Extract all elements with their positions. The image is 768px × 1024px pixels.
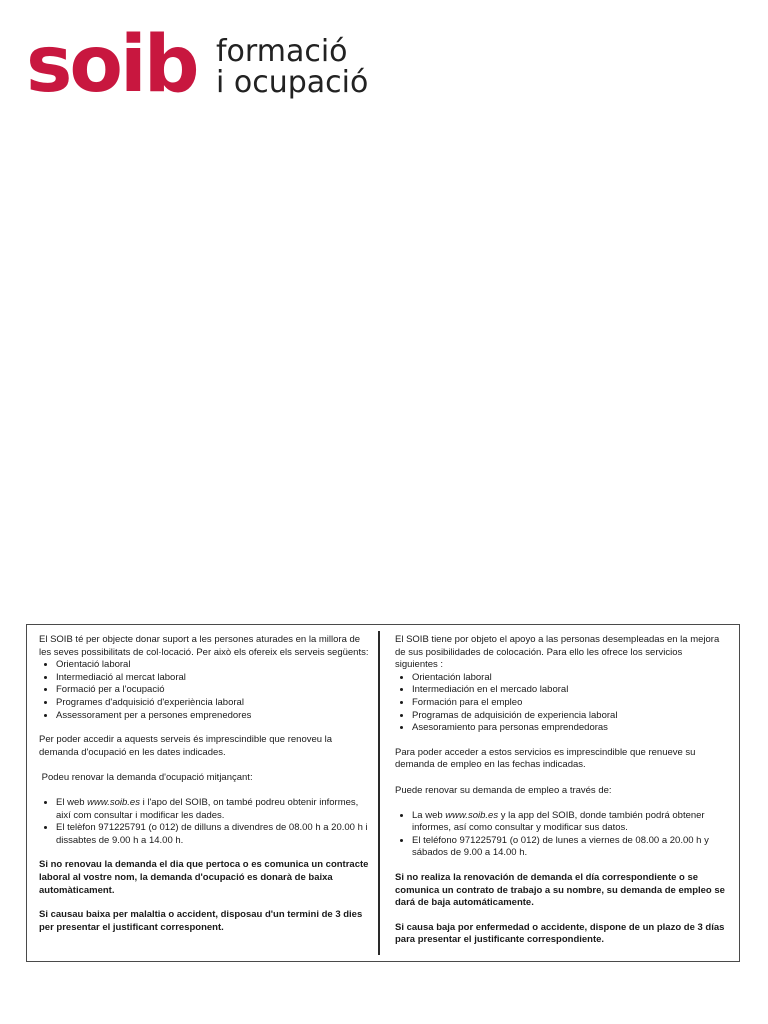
- spanish-warning: Si no realiza la renovación de demanda el día correspondiente o se comunica un contrato de trabajo a su nombre, su demanda de empleo se dará de baja automáticamente.: [395, 871, 725, 909]
- catalan-renew-intro: Podeu renovar la demanda d'ocupació mitjançant:: [41, 772, 253, 784]
- logo-tagline-line2: i ocupació: [216, 65, 369, 100]
- spanish-services-list: [395, 672, 725, 735]
- list-item: • La web www.soib.es y la app del SOIB, donde también podrá obtener informes, así como consultar y modificar sus datos.: [412, 810, 725, 835]
- list-item: • El teléfono 971225791 (o 012) de lunes a viernes de 08.00 a 20.00 h y sábados de 9.00 a 14.00 h.: [412, 835, 725, 860]
- list-item: • Programas de adquisición de experiencia laboral: [412, 710, 725, 723]
- list-item: • Assessorament per a persones emprenedores: [56, 710, 369, 723]
- list-item: • Intermediación en el mercado laboral: [412, 684, 725, 697]
- list-item: • Orientación laboral: [412, 672, 725, 685]
- list-item: • Programes d'adquisició d'experiència laboral: [56, 697, 369, 710]
- web-link[interactable]: www.soib.es: [445, 809, 499, 821]
- logo-tagline: [216, 36, 368, 98]
- spanish-channels-list: [395, 810, 725, 860]
- spanish-renew-intro: Puede renovar su demanda de empleo a través de:: [395, 784, 612, 796]
- web-link[interactable]: www.soib.es: [87, 796, 140, 808]
- column-divider: [378, 631, 380, 955]
- list-item: • Formación para el empleo: [412, 697, 725, 710]
- list-item: • El telèfon 971225791 (o 012) de dilluns a divendres de 08.00 h a 20.00 h i dissabtes de 9.00 h a 14.00 h.: [56, 822, 369, 847]
- list-item: • Formació per a l'ocupació: [56, 684, 369, 697]
- spanish-sick-leave: Si causa baja por enfermedad o accidente, dispone de un plazo de 3 días para presentar el justificante correspondiente.: [395, 921, 725, 946]
- catalan-channels-list: [39, 797, 369, 847]
- list-item: • Asesoramiento para personas emprendedoras: [412, 722, 725, 735]
- catalan-services-list: [39, 659, 369, 722]
- logo-brand: soib: [26, 20, 197, 110]
- catalan-column: [39, 634, 369, 934]
- info-box: [26, 624, 740, 962]
- spanish-access: Para poder acceder a estos servicios es imprescindible que renueve su demanda de empleo en las fechas indicadas.: [395, 746, 696, 771]
- list-item: • El web www.soib.es i l'apo del SOIB, on també podreu obtenir informes, així com consultar i modificar les dades.: [56, 797, 369, 822]
- catalan-warning: Si no renovau la demanda el dia que pertoca o es comunica un contracte laboral al vostre nom, la demanda d'ocupació es donarà de baixa automàticament.: [39, 859, 369, 896]
- catalan-intro: El SOIB té per objecte donar suport a les persones aturades en la millora de les seves possibilitats de col·locació. Per això els ofereix els serveis següents:: [39, 634, 369, 658]
- catalan-sick-leave: Si causau baixa per malaltia o accident, disposau d'un termini de 3 dies per presentar el justificant corresponent.: [39, 909, 363, 933]
- spanish-intro: El SOIB tiene por objeto el apoyo a las personas desempleadas en la mejora de sus posibilidades de colocación. Para ello les ofrece los servicios siguientes :: [395, 634, 720, 671]
- spanish-column: [395, 634, 725, 947]
- catalan-access: Per poder accedir a aquests serveis és imprescindible que renoveu la demanda d'ocupació en les dates indicades.: [39, 734, 333, 758]
- list-item: • Intermediació al mercat laboral: [56, 672, 369, 685]
- logo-tagline-line1: formació: [216, 34, 348, 69]
- list-item: • Orientació laboral: [56, 659, 369, 672]
